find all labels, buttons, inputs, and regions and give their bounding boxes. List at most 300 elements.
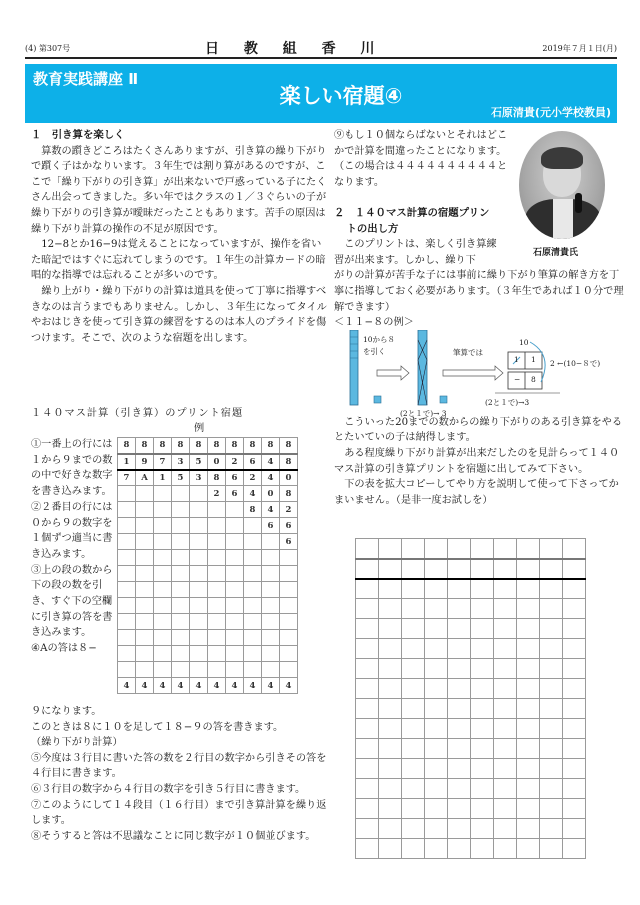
grid-cell [154, 582, 172, 598]
step-4-note2: （繰り下がり計算） [31, 737, 123, 749]
grid-cell [154, 518, 172, 534]
photo-hair [541, 147, 583, 169]
grid-cell [402, 619, 425, 639]
grid-cell [262, 550, 280, 566]
grid-cell [356, 759, 379, 779]
grid-cell [154, 566, 172, 582]
grid-cell [226, 598, 244, 614]
grid-cell: 1 [118, 454, 136, 470]
grid-cell [154, 550, 172, 566]
grid-cell [356, 559, 379, 579]
grid-cell [540, 839, 563, 859]
section-1-heading: １ 引き算を楽しく [31, 129, 125, 141]
grid-cell: 4 [244, 678, 262, 694]
grid-cell [448, 639, 471, 659]
grid-row [118, 470, 298, 486]
diagram-note: 2 ←(10−８で) [550, 359, 601, 368]
grid-cell [425, 619, 448, 639]
grid-cell [356, 679, 379, 699]
diagram-cell: 8 [531, 375, 536, 384]
grid-cell [425, 699, 448, 719]
grid-cell [118, 550, 136, 566]
article-author: 石原清貴(元小学校教員) [490, 106, 611, 119]
arrow-right-icon [377, 366, 409, 380]
grid-cell [425, 719, 448, 739]
grid-cell [563, 839, 586, 859]
grid-cell [517, 699, 540, 719]
grid-cell: 3 [190, 470, 208, 486]
photo-caption: 石原清貴氏 [533, 248, 579, 258]
grid-cell [540, 679, 563, 699]
grid-cell [190, 502, 208, 518]
grid-cell [517, 739, 540, 759]
grid-cell [244, 566, 262, 582]
grid-cell [244, 598, 262, 614]
grid-cell [471, 559, 494, 579]
grid-cell [356, 599, 379, 619]
grid-cell [280, 646, 298, 662]
grid-cell [356, 719, 379, 739]
grid-cell [244, 550, 262, 566]
grid-cell [425, 559, 448, 579]
step-8: ⑧そうすると答は不思議なことに同じ数字が１０個並びます。 [31, 830, 316, 842]
grid-row [356, 559, 586, 579]
grid-cell [244, 614, 262, 630]
grid-cell: 8 [154, 438, 172, 454]
grid-cell [563, 679, 586, 699]
grid-cell [471, 759, 494, 779]
microphone-icon [575, 193, 582, 213]
grid-row [356, 599, 586, 619]
grid-cell [244, 518, 262, 534]
issue-date: 2019年７月１日(月) [542, 44, 617, 53]
grid-cell [190, 614, 208, 630]
grid-cell: 4 [244, 486, 262, 502]
grid-cell [494, 659, 517, 679]
grid-cell [471, 679, 494, 699]
grid-row [118, 678, 298, 694]
grid-cell [244, 662, 262, 678]
grid-cell: 4 [172, 678, 190, 694]
grid-cell [425, 739, 448, 759]
grid-cell [425, 659, 448, 679]
step-4: ④Aの答は８− [31, 643, 97, 655]
grid-cell [563, 719, 586, 739]
grid-cell [425, 539, 448, 559]
grid-cell [517, 799, 540, 819]
grid-cell [262, 582, 280, 598]
grid-cell [379, 599, 402, 619]
paper-name: 日 教 組 香 川 [205, 41, 385, 57]
example-heading: ＜１１−８の例＞ [334, 317, 414, 329]
paragraph: ある程度繰り下がり計算が出来だしたのを見計らって１４０マス計算の引き算プリントを宿題に出してみて下さい。 [334, 447, 620, 475]
grid-cell [517, 679, 540, 699]
grid-row [356, 799, 586, 819]
grid-cell [425, 759, 448, 779]
grid-cell [356, 639, 379, 659]
grid-cell: 4 [262, 678, 280, 694]
blank-worksheet-grid [355, 538, 586, 859]
grid-cell [471, 699, 494, 719]
grid-cell [208, 630, 226, 646]
grid-cell [563, 639, 586, 659]
grid-cell [172, 630, 190, 646]
photo-shirt [553, 199, 573, 239]
grid-cell [517, 719, 540, 739]
grid-cell [226, 518, 244, 534]
steps-list-wide [31, 704, 331, 844]
paragraph: 算数の躓きどころはたくさんありますが、引き算の繰り下がりで躓く子はかなりいます。３年生では割り算があるのですが、ここで「繰り下がりの引き算」が出来ないで戸惑っている子にたくさん出会ってきました。多い年ではクラスの１／３ぐらいの子が繰り下がりの引き算が曖昧だったこともあります。苦手の原因は繰り下がり計算の操作の不足が原因です。 [31, 145, 327, 235]
diagram-label: を引く [363, 347, 386, 356]
grid-cell [190, 646, 208, 662]
grid-cell [517, 539, 540, 559]
grid-cell [379, 559, 402, 579]
grid-cell: 4 [118, 678, 136, 694]
grid-cell: 9 [136, 454, 154, 470]
grid-cell [563, 799, 586, 819]
grid-cell [208, 662, 226, 678]
grid-cell [154, 502, 172, 518]
grid-cell: 8 [208, 470, 226, 486]
grid-cell [136, 518, 154, 534]
grid-cell [448, 799, 471, 819]
grid-cell [190, 486, 208, 502]
grid-cell [356, 579, 379, 599]
grid-cell [425, 679, 448, 699]
grid-cell [280, 598, 298, 614]
grid-cell [208, 614, 226, 630]
grid-cell [280, 566, 298, 582]
grid-cell [402, 779, 425, 799]
grid-row [118, 438, 298, 454]
grid-cell: 4 [136, 678, 154, 694]
grid-cell: 7 [154, 454, 172, 470]
grid-cell: 6 [244, 454, 262, 470]
grid-cell [563, 819, 586, 839]
grid-cell [118, 598, 136, 614]
grid-cell [379, 839, 402, 859]
grid-cell: 2 [208, 486, 226, 502]
grid-row [356, 759, 586, 779]
grid-cell [262, 598, 280, 614]
example-grid [117, 437, 298, 694]
grid-cell [136, 614, 154, 630]
grid-cell [540, 779, 563, 799]
grid-cell [425, 639, 448, 659]
single-tile-after [440, 396, 447, 403]
grid-cell [540, 639, 563, 659]
grid-row [118, 646, 298, 662]
grid-cell [172, 534, 190, 550]
grid-cell [379, 759, 402, 779]
grid-cell [471, 639, 494, 659]
grid-cell [208, 566, 226, 582]
grid-cell [356, 839, 379, 859]
grid-cell [136, 662, 154, 678]
paragraph: こういった20までの数からの繰り下がりのある引き算をやるとたいていの子は納得します。 [334, 416, 623, 444]
step-1: ①一番上の行には１から９までの数の中で好きな数字を書き込みます。 [31, 439, 113, 498]
grid-cell [226, 630, 244, 646]
grid-cell [379, 719, 402, 739]
grid-cell [136, 598, 154, 614]
grid-cell: 8 [244, 438, 262, 454]
grid-cell [356, 619, 379, 639]
grid-cell: 6 [226, 486, 244, 502]
grid-cell [154, 662, 172, 678]
grid-cell [154, 630, 172, 646]
grid-cell [154, 534, 172, 550]
grid-cell: 8 [262, 438, 280, 454]
masthead-rule [25, 57, 617, 59]
grid-cell [494, 839, 517, 859]
grid-cell [172, 646, 190, 662]
grid-cell [190, 518, 208, 534]
grid-cell [226, 566, 244, 582]
step-2: ②２番目の行には０から９の数字を１個ずつ適当に書き込みます。 [31, 501, 113, 560]
grid-cell: 0 [262, 486, 280, 502]
grid-cell [471, 719, 494, 739]
grid-cell [208, 518, 226, 534]
grid-cell [448, 739, 471, 759]
grid-cell [208, 534, 226, 550]
grid-cell [494, 719, 517, 739]
grid-cell [494, 559, 517, 579]
grid-row [356, 699, 586, 719]
diagram-ten: 10 [519, 338, 529, 347]
diagram-note: (2と１で)→ 3 [400, 409, 447, 418]
article-banner [25, 64, 617, 123]
grid-cell [154, 598, 172, 614]
grid-cell [494, 759, 517, 779]
grid-cell [402, 759, 425, 779]
grid-cell [208, 582, 226, 598]
grid-cell [517, 839, 540, 859]
grid-cell [244, 646, 262, 662]
grid-cell [190, 550, 208, 566]
grid-cell [563, 739, 586, 759]
grid-cell: 0 [208, 454, 226, 470]
grid-cell [494, 579, 517, 599]
grid-cell [494, 639, 517, 659]
diagram-cell: 1 [531, 355, 536, 364]
grid-cell: 4 [208, 678, 226, 694]
grid-cell [402, 539, 425, 559]
grid-cell [226, 550, 244, 566]
grid-cell: 4 [262, 502, 280, 518]
grid-cell [244, 630, 262, 646]
grid-cell [471, 799, 494, 819]
grid-cell [172, 662, 190, 678]
grid-cell [471, 539, 494, 559]
grid-row [118, 662, 298, 678]
grid-cell [280, 614, 298, 630]
grid-cell [471, 839, 494, 859]
grid-cell [190, 582, 208, 598]
grid-row [356, 659, 586, 679]
diagram-cell: 1 [514, 355, 519, 364]
grid-cell: 7 [118, 470, 136, 486]
grid-cell [356, 799, 379, 819]
grid-cell [136, 582, 154, 598]
step-9: ⑨もし１０個ならばないとそれはどこかで計算を間違ったことになります。（この場合は４４４４４４４４４４となります。 [334, 130, 508, 188]
grid-cell [154, 614, 172, 630]
step-6: ⑥３行目の数字から４行目の数字を引き５行目に書きます。 [31, 783, 306, 795]
grid-cell: 2 [280, 502, 298, 518]
grid-cell [563, 599, 586, 619]
grid-row [356, 719, 586, 739]
grid-cell [402, 819, 425, 839]
grid-cell: 8 [190, 438, 208, 454]
grid-cell [402, 739, 425, 759]
grid-cell: 6 [280, 518, 298, 534]
grid-cell [448, 819, 471, 839]
grid-cell: 8 [136, 438, 154, 454]
grid-cell [356, 819, 379, 839]
grid-cell [448, 659, 471, 679]
arrow-right-icon [443, 366, 503, 380]
grid-cell [471, 659, 494, 679]
grid-cell [402, 719, 425, 739]
grid-cell: 0 [280, 470, 298, 486]
grid-row [118, 598, 298, 614]
grid-cell: 4 [262, 454, 280, 470]
grid-cell [494, 739, 517, 759]
grid-cell [190, 630, 208, 646]
grid-cell [118, 582, 136, 598]
grid-cell [356, 699, 379, 719]
example-label: 例 [194, 423, 205, 434]
grid-cell [517, 579, 540, 599]
grid-cell [190, 598, 208, 614]
grid-cell: 2 [244, 470, 262, 486]
grid-cell [262, 662, 280, 678]
grid-cell [356, 779, 379, 799]
grid-cell [172, 550, 190, 566]
grid-cell [118, 518, 136, 534]
single-tile-before [374, 396, 381, 403]
tile-bar-after [418, 330, 427, 405]
grid-cell [517, 659, 540, 679]
grid-cell [540, 719, 563, 739]
grid-cell [262, 534, 280, 550]
grid-cell [425, 819, 448, 839]
grid-cell [471, 619, 494, 639]
grid-cell [540, 539, 563, 559]
grid-row [118, 486, 298, 502]
grid-cell [379, 619, 402, 639]
grid-cell [517, 759, 540, 779]
grid-cell [280, 582, 298, 598]
grid-cell [402, 679, 425, 699]
grid-cell [402, 699, 425, 719]
grid-cell [425, 799, 448, 819]
paragraph: 下の表を拡大コピーしてやり方を説明して使って下さってかまいません。（是非一度お試しを） [334, 479, 619, 506]
issue-number: (4) 第307号 [25, 44, 71, 53]
grid-cell [448, 839, 471, 859]
tile-bar-before [350, 330, 358, 405]
grid-cell [517, 619, 540, 639]
step-4-note: このときは８に１０を足して１８−９の答を書きます。 [31, 721, 284, 733]
section-2-heading: ２ １４０マス計算の宿題プリン トの出し方 [334, 206, 490, 235]
grid-cell [154, 486, 172, 502]
grid-cell [280, 662, 298, 678]
grid-cell [118, 502, 136, 518]
grid-cell [448, 559, 471, 579]
grid-cell [379, 679, 402, 699]
grid-cell: 5 [172, 470, 190, 486]
grid-cell [136, 630, 154, 646]
grid-cell [172, 582, 190, 598]
grid-cell [448, 579, 471, 599]
steps-list-narrow [31, 437, 115, 657]
grid-cell [244, 534, 262, 550]
grid-cell [172, 598, 190, 614]
grid-cell [118, 534, 136, 550]
step-7: ⑦このようにして１４段目（１６行目）まで引き算計算を繰り返します。 [31, 799, 327, 827]
grid-cell [226, 582, 244, 598]
step-4-cont: ９になります。 [31, 706, 102, 717]
step-5: ⑤今度は３行目に書いた答の数を２行目の数字から引きその答を４行目に書きます。 [31, 752, 327, 780]
grid-cell [190, 534, 208, 550]
grid-cell [379, 779, 402, 799]
grid-cell [471, 739, 494, 759]
grid-cell [154, 646, 172, 662]
left-column [31, 128, 331, 346]
grid-cell [494, 619, 517, 639]
print-caption: １４０マス計算（引き算）のプリント宿題 [31, 408, 244, 419]
portrait-photo [519, 131, 605, 239]
grid-cell [379, 659, 402, 679]
grid-cell [136, 502, 154, 518]
grid-cell [226, 646, 244, 662]
grid-row [118, 630, 298, 646]
grid-cell [118, 486, 136, 502]
grid-cell [448, 619, 471, 639]
grid-cell [118, 662, 136, 678]
grid-cell [563, 619, 586, 639]
grid-cell [448, 539, 471, 559]
grid-cell [563, 579, 586, 599]
grid-cell [425, 579, 448, 599]
grid-row [356, 819, 586, 839]
grid-cell [402, 559, 425, 579]
grid-row [118, 566, 298, 582]
grid-cell: 8 [226, 438, 244, 454]
grid-cell [262, 614, 280, 630]
grid-cell: 8 [280, 486, 298, 502]
grid-cell [563, 559, 586, 579]
grid-cell [136, 534, 154, 550]
paragraph: 繰り上がり・繰り下がりの計算は道具を使って丁寧に指導すべきなのは言うまでもありません。しかし、３年生になってタイルやおはじきを使って引き算の練習をするのは本人のプライドを傷つけます。そこで、次のような宿題を出します。 [31, 285, 327, 344]
grid-row [356, 779, 586, 799]
grid-cell [448, 599, 471, 619]
paragraph: がりの計算が苦手な子には事前に繰り下がり筆算の解き方を丁寧に指導しておく必要があります。（３年生であれば１０分で理解できます） [334, 270, 624, 313]
grid-cell [494, 699, 517, 719]
grid-cell [494, 599, 517, 619]
grid-cell [226, 534, 244, 550]
grid-cell [226, 662, 244, 678]
grid-cell: 8 [208, 438, 226, 454]
grid-cell [402, 799, 425, 819]
grid-cell [494, 799, 517, 819]
grid-cell: 4 [226, 678, 244, 694]
grid-cell: 6 [280, 534, 298, 550]
grid-cell: 4 [154, 678, 172, 694]
grid-cell [540, 699, 563, 719]
grid-cell [517, 819, 540, 839]
grid-cell: 2 [226, 454, 244, 470]
grid-cell: 8 [280, 438, 298, 454]
